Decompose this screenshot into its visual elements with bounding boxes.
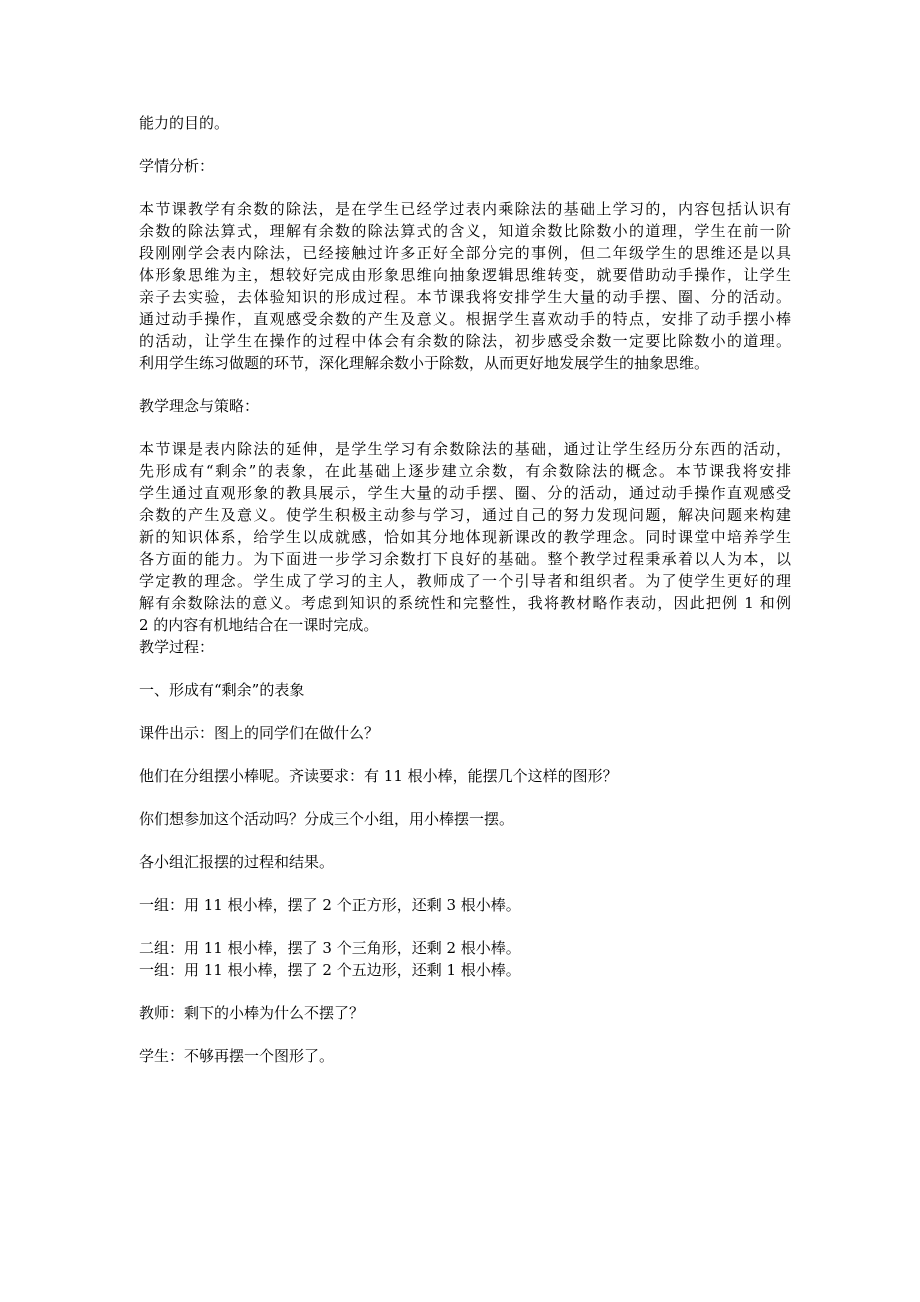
- analysis-line: 的活动，让学生在操作的过程中体会有余数的除法，初步感受余数一定要比除数小的道理。: [139, 332, 791, 350]
- group-one-paragraph: 一组：用 11 根小棒，摆了 2 个正方形，还剩 3 根小棒。: [139, 896, 521, 914]
- group-three-paragraph: 一组：用 11 根小棒，摆了 2 个五边形，还剩 1 根小棒。: [139, 961, 521, 979]
- analysis-line: 通过动手操作，直观感受余数的产生及意义。根据学生喜欢动手的特点，安排了动手摆小棒: [139, 310, 791, 328]
- teacher-paragraph: 教师：剩下的小棒为什么不摆了？: [139, 1004, 365, 1022]
- heading-analysis: 学情分析：: [139, 157, 215, 175]
- strategy-line: 学定教的理念。学生成了学习的主人，教师成了一个引导者和组织者。为了使学生更好的理: [139, 572, 791, 590]
- analysis-line: 段刚刚学会表内除法，已经接触过许多正好全部分完的事例，但二年级学生的思维还是以具: [139, 244, 791, 262]
- heading-strategy: 教学理念与策略：: [139, 397, 260, 415]
- analysis-line: 亲子去实验，去体验知识的形成过程。本节课我将安排学生大量的动手摆、圈、分的活动。: [139, 288, 791, 306]
- strategy-line: 余数的产生及意义。使学生积极主动参与学习，通过自己的努力发现问题，解决问题来构建: [139, 506, 791, 524]
- strategy-line: 解有余数除法的意义。考虑到知识的系统性和完整性，我将教材略作表动，因此把例 1 和例: [139, 594, 791, 612]
- join-paragraph: 你们想参加这个活动吗？分成三个小组，用小棒摆一摆。: [139, 810, 515, 828]
- strategy-line: 本节课是表内除法的延伸，是学生学习有余数除法的基础，通过让学生经历分东西的活动，: [139, 440, 791, 458]
- intro-tail-text: 能力的目的。: [139, 114, 230, 132]
- courseware-paragraph: 课件出示：图上的同学们在做什么？: [139, 724, 380, 742]
- analysis-line: 利用学生练习做题的环节，深化理解余数小于除数，从而更好地发展学生的抽象思维。: [139, 354, 710, 372]
- heading-process: 教学过程：: [139, 638, 215, 656]
- analysis-line: 体形象思维为主，想较好完成由形象思维向抽象逻辑思维转变，就要借助动手操作，让学生: [139, 266, 791, 284]
- analysis-line: 余数的除法算式，理解有余数的除法算式的含义，知道余数比除数小的道理，学生在前一阶: [139, 222, 791, 240]
- strategy-line: 先形成有“剩余”的表象，在此基础上逐步建立余数，有余数除法的概念。本节课我将安排: [139, 462, 791, 480]
- section-one-heading: 一、形成有“剩余”的表象: [139, 681, 305, 699]
- document-page: [139, 112, 791, 1067]
- strategy-line: 各方面的能力。为下面进一步学习余数打下良好的基础。整个教学过程秉承着以人为本，以: [139, 550, 791, 568]
- strategy-line: 2 的内容有机地结合在一课时完成。: [139, 616, 379, 634]
- analysis-paragraph: [139, 198, 791, 374]
- group-two-paragraph: 二组：用 11 根小棒，摆了 3 个三角形，还剩 2 根小棒。: [139, 939, 521, 957]
- analysis-line: 本节课教学有余数的除法，是在学生已经学过表内乘除法的基础上学习的，内容包括认识有: [139, 200, 791, 218]
- strategy-line: 学生通过直观形象的教具展示，学生大量的动手摆、圈、分的活动，通过动手操作直观感受: [139, 484, 791, 502]
- report-paragraph: 各小组汇报摆的过程和结果。: [139, 853, 335, 871]
- student-paragraph: 学生：不够再摆一个图形了。: [139, 1047, 335, 1065]
- sticks-paragraph: 他们在分组摆小棒呢。齐读要求：有 11 根小棒，能摆几个这样的图形？: [139, 767, 618, 785]
- strategy-paragraph: [139, 438, 791, 636]
- strategy-line: 新的知识体系，给学生以成就感，恰如其分地体现新课改的教学理念。同时课堂中培养学生: [139, 528, 791, 546]
